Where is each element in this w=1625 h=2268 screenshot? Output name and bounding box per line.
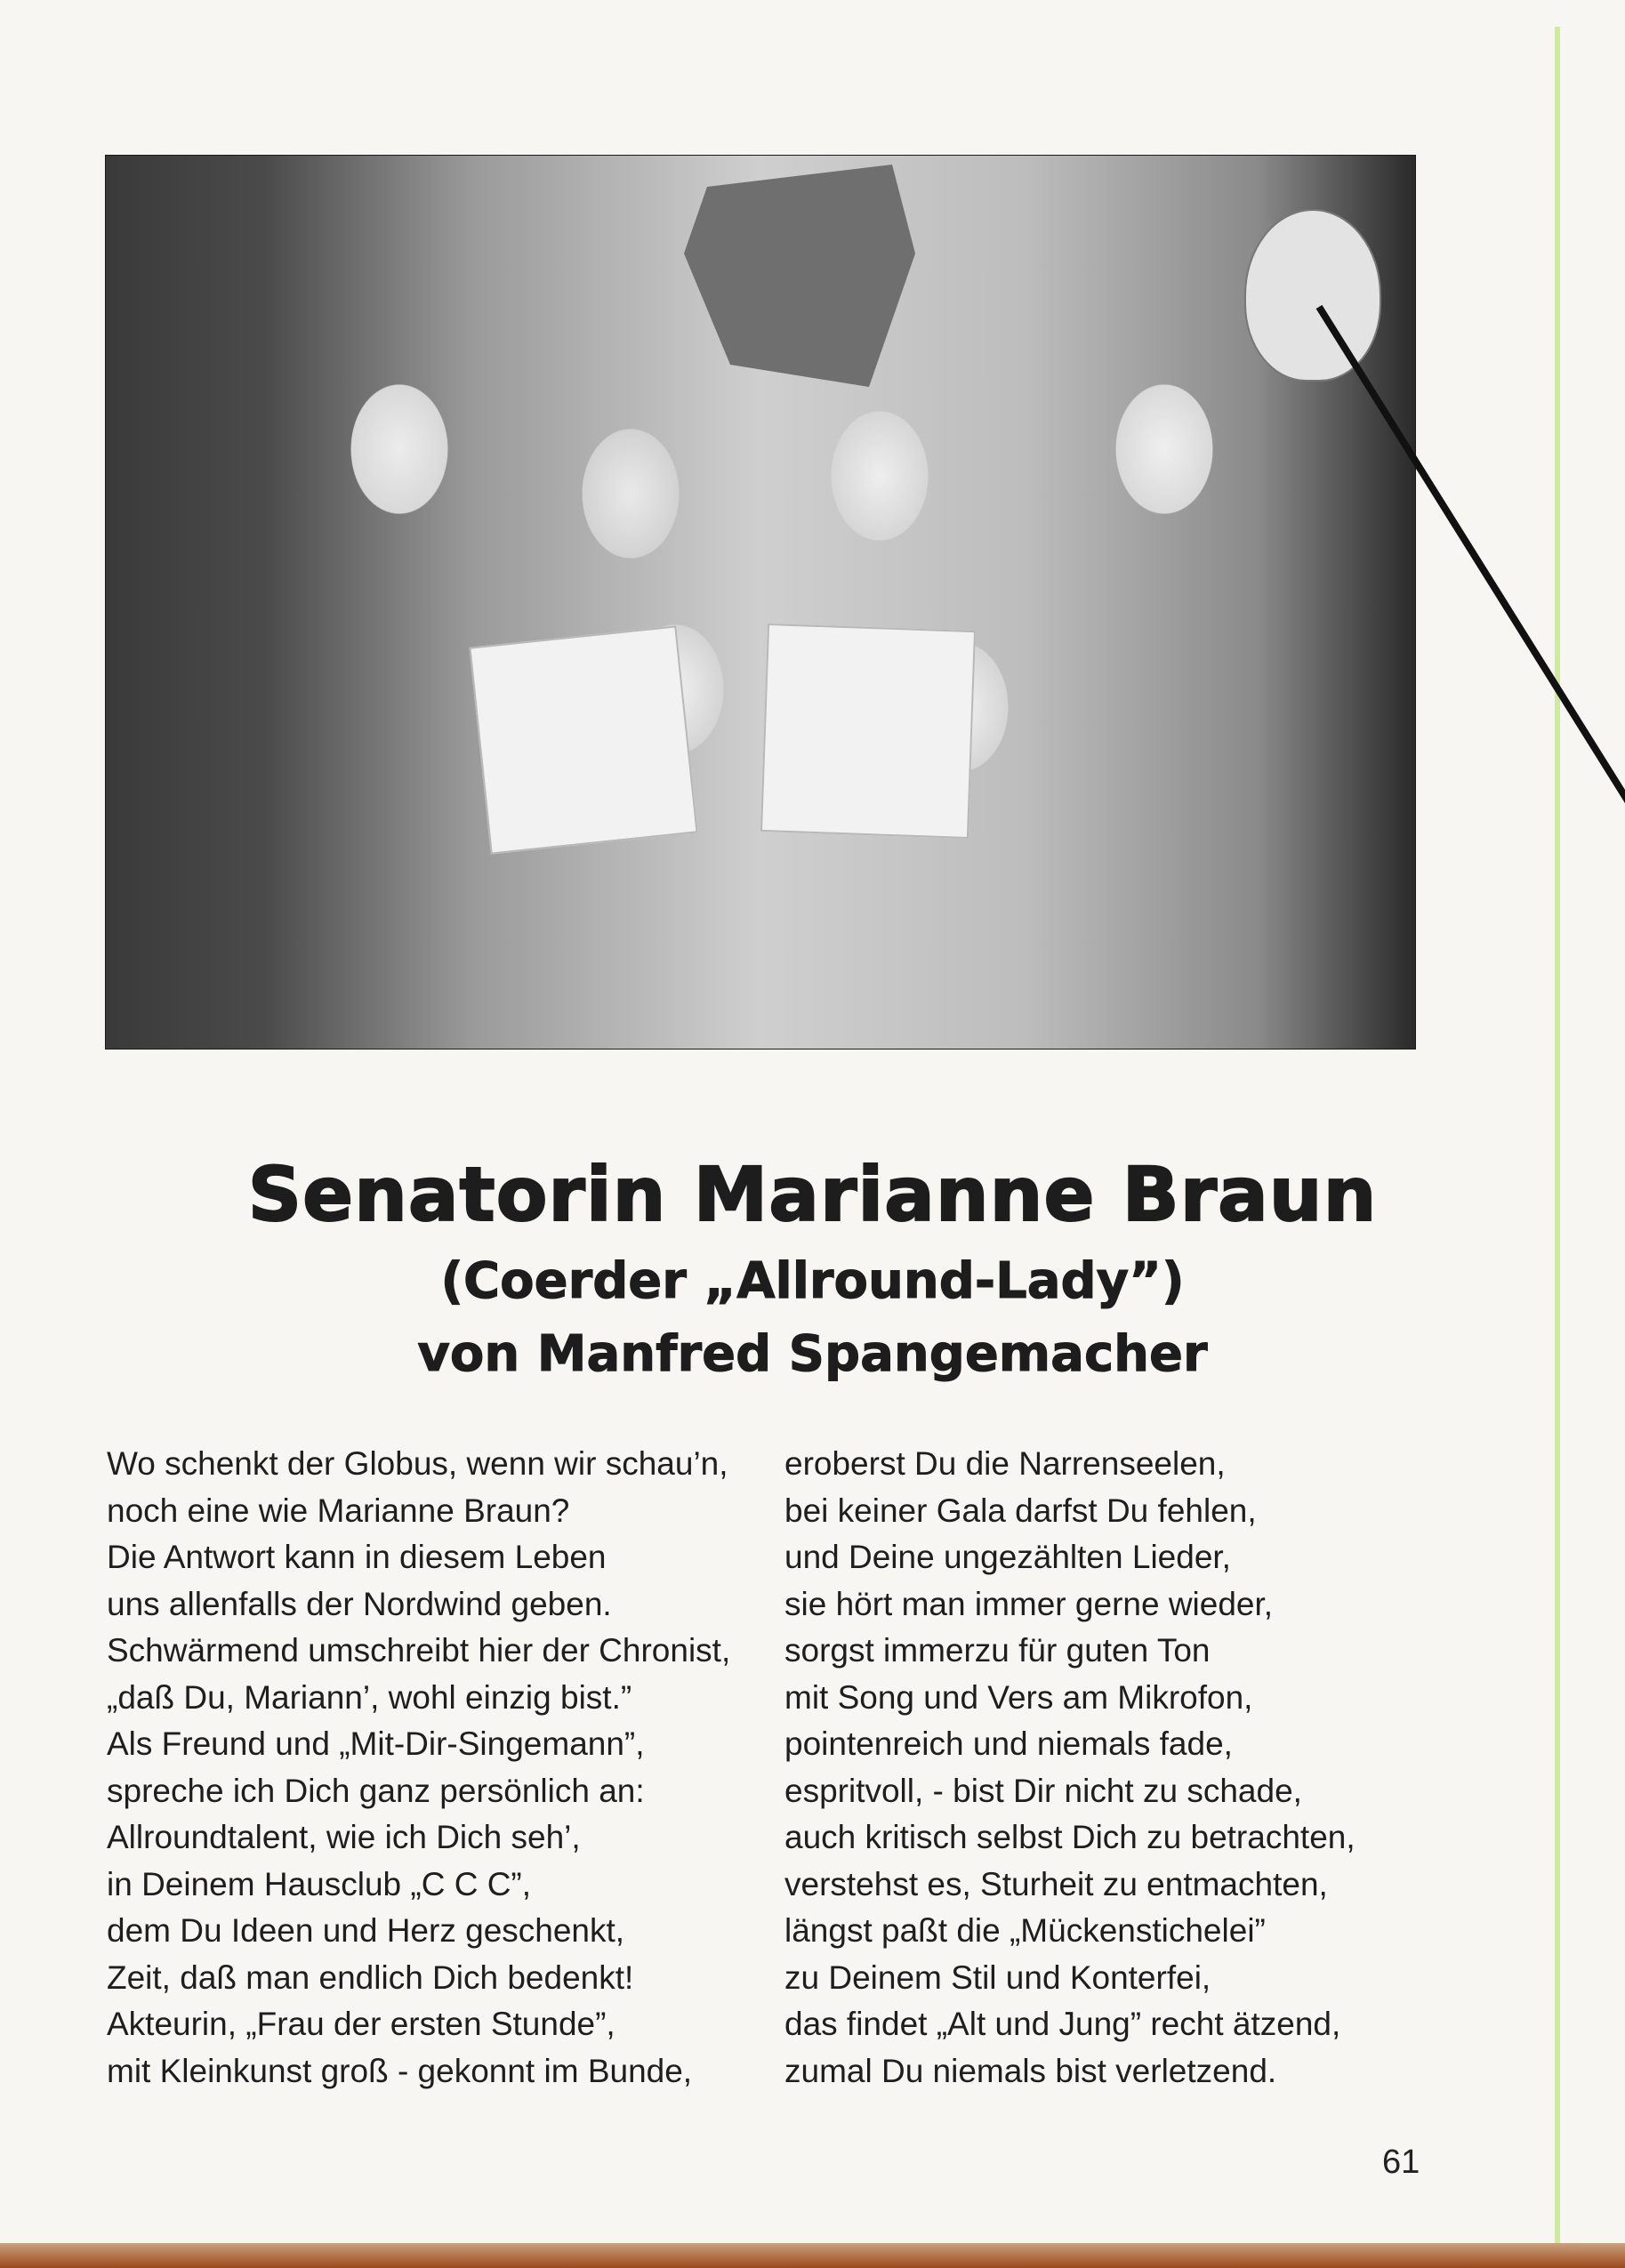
poem-line: „daß Du, Mariann’, wohl einzig bist.” [107,1678,632,1716]
page-title: Senatorin Marianne Braun [247,1151,1378,1238]
poem-line: sie hört man immer gerne wieder, [784,1585,1274,1622]
shield-decoration [684,165,915,387]
poem-line: Zeit, daß man endlich Dich bedenkt! [107,1958,634,1996]
poem-line: das findet „Alt und Jung” recht ätzend, [784,2006,1341,2042]
poem-line: zumal Du niemals bist verletzend. [784,2052,1277,2089]
poem-column-right [784,1441,1425,2095]
poem-line: espritvoll, - bist Dir nicht zu schade, [784,1772,1302,1809]
page-edge-bottom [0,2243,1625,2268]
poem-line: Die Antwort kann in diesem Leben [107,1539,607,1575]
poem-line: noch eine wie Marianne Braun? [107,1492,570,1529]
poem-line: zu Deinem Stil und Konterfei, [784,1958,1211,1996]
page-edge [1555,27,1560,2268]
poem-line: bei keiner Gala darfst Du fehlen, [784,1492,1257,1529]
poem-line: Wo schenkt der Globus, wenn wir schau’n, [107,1445,728,1482]
subtitle: (Coerder „Allround-Lady”) [440,1252,1185,1310]
poem-line: in Deinem Hausclub „C C C”, [107,1865,532,1902]
poem-line: Allroundtalent, wie ich Dich seh’, [107,1819,581,1855]
poem-line: spreche ich Dich ganz persönlich an: [107,1772,645,1809]
poem-line: pointenreich und niemals fade, [784,1725,1233,1762]
author-line: von Manfred Spangemacher [417,1325,1208,1383]
poem-line: auch kritisch selbst Dich zu betrachten, [784,1819,1356,1855]
microphone-stand [1316,305,1625,837]
poem-line: längst paßt die „Mückenstichelei” [784,1912,1266,1949]
poem-line: uns allenfalls der Nordwind geben. [107,1585,612,1622]
poem-line: Akteurin, „Frau der ersten Stunde”, [107,2006,615,2042]
certificate-right [760,623,976,839]
poem-column-left [107,1441,729,2095]
poem-line: mit Song und Vers am Mikrofon, [784,1678,1253,1716]
group-photo [105,155,1416,1050]
poem-line: und Deine ungezählten Lieder, [784,1539,1231,1575]
poem-line: dem Du Ideen und Herz geschenkt, [107,1912,625,1949]
certificate-left [469,625,697,854]
mask-decoration [1244,209,1381,382]
poem-line: eroberst Du die Narrenseelen, [784,1445,1226,1482]
page-number: 61 [1382,2143,1420,2181]
poem-line: Schwärmend umschreibt hier der Chronist, [107,1632,731,1669]
poem-line: Als Freund und „Mit-Dir-Singemann”, [107,1725,645,1762]
poem-line: sorgst immerzu für guten Ton [784,1632,1211,1669]
poem-line: verstehst es, Sturheit zu entmachten, [784,1865,1328,1902]
poem-line: mit Kleinkunst groß - gekonnt im Bunde, [107,2052,693,2089]
